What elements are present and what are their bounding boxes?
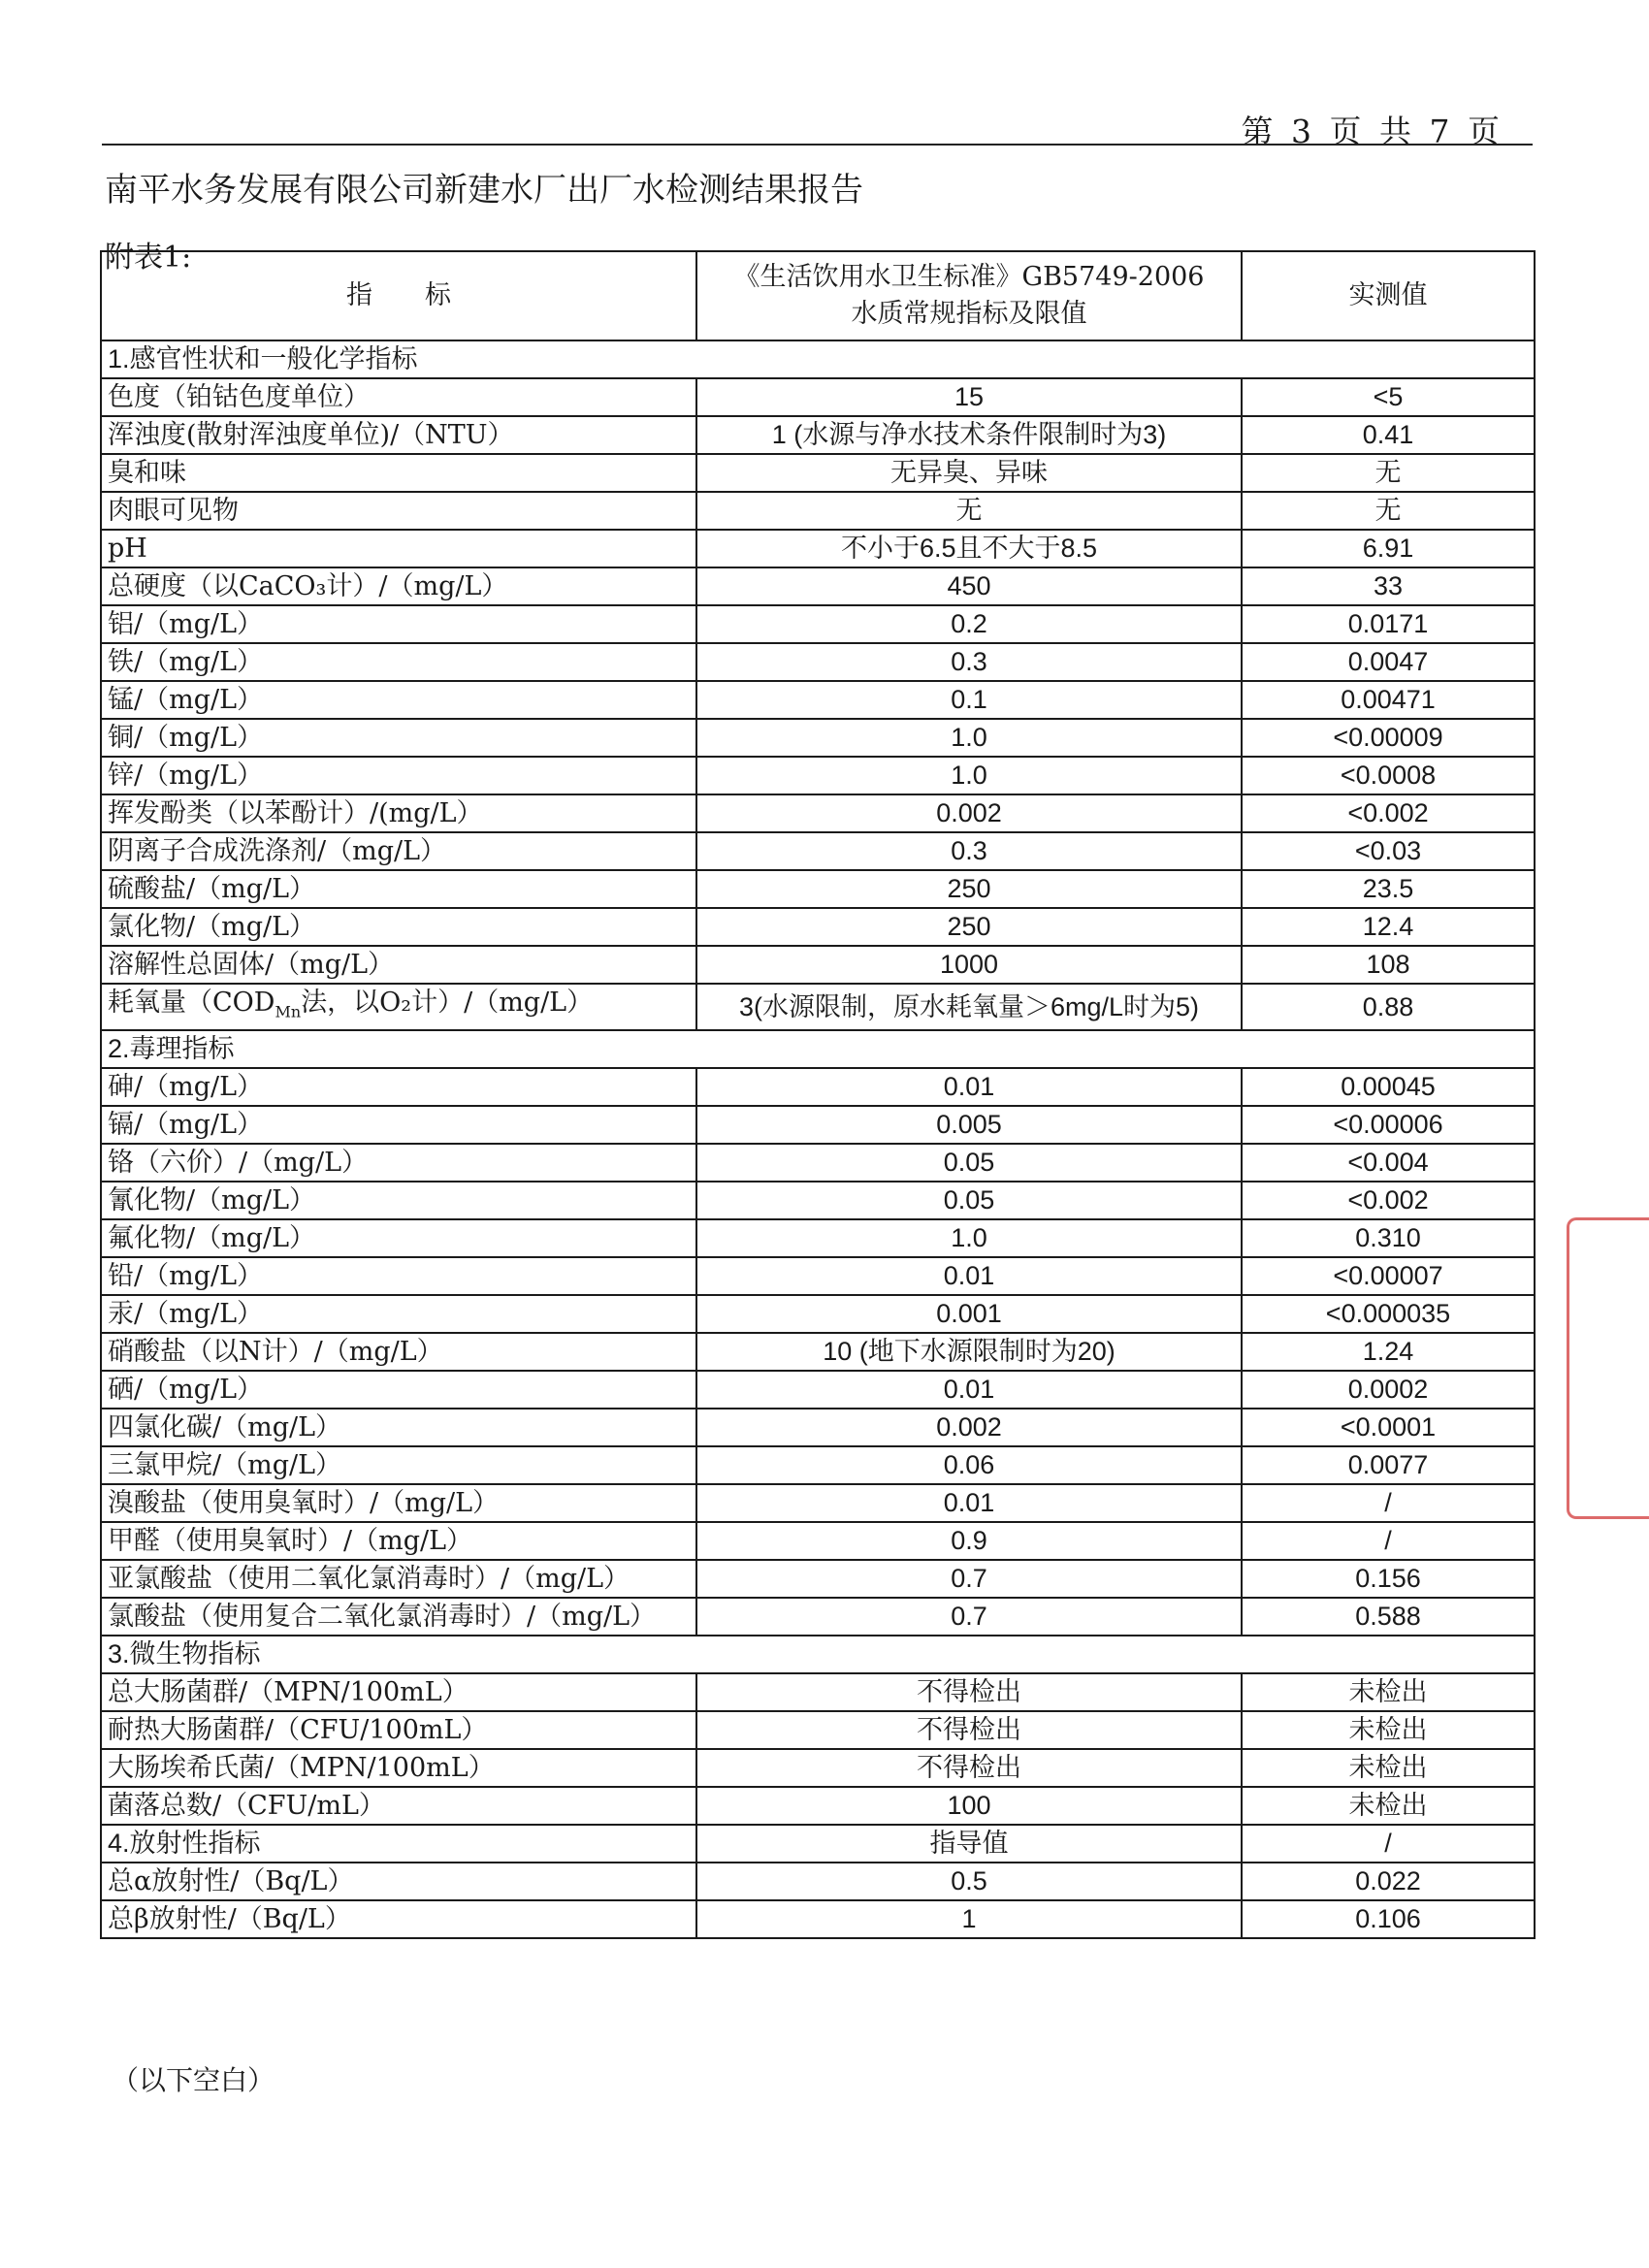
limit-value: 0.5 — [696, 1863, 1242, 1900]
section-limit: 指导值 — [696, 1825, 1242, 1863]
table-row — [101, 984, 1535, 1030]
limit-value: 不小于6.5且不大于8.5 — [696, 530, 1242, 567]
header-standard — [696, 251, 1242, 340]
limit-value: 0.01 — [696, 1371, 1242, 1409]
indicator-name: 挥发酚类（以苯酚计）/(mg/L） — [101, 794, 696, 832]
table-row — [101, 530, 1535, 567]
table-row — [101, 1484, 1535, 1522]
section-row — [101, 1825, 1535, 1863]
indicator-name: pH — [101, 530, 696, 567]
indicator-name: 溶解性总固体/（mg/L） — [101, 946, 696, 984]
indicator-name: 铜/（mg/L） — [101, 719, 696, 757]
indicator-name: 臭和味 — [101, 454, 696, 492]
measured-value: 未检出 — [1242, 1749, 1535, 1787]
measured-value: <0.00006 — [1242, 1106, 1535, 1144]
table-row — [101, 870, 1535, 908]
measured-value: / — [1242, 1522, 1535, 1560]
indicator-name: 总α放射性/（Bq/L） — [101, 1863, 696, 1900]
header-measured: 实测值 — [1242, 251, 1535, 340]
limit-value: 1 (水源与净水技术条件限制时为3) — [696, 416, 1242, 454]
indicator-name: 铅/（mg/L） — [101, 1257, 696, 1295]
table-row — [101, 1295, 1535, 1333]
measured-value: 0.156 — [1242, 1560, 1535, 1598]
indicator-name: 浑浊度(散射浑浊度单位)/（NTU） — [101, 416, 696, 454]
indicator-name: 总硬度（以CaCO₃计）/（mg/L） — [101, 567, 696, 605]
table-row — [101, 1106, 1535, 1144]
indicator-name: 亚氯酸盐（使用二氧化氯消毒时）/（mg/L） — [101, 1560, 696, 1598]
indicator-name: 耗氧量（$COD_{Mn}$法，以O₂计）/（mg/L） — [101, 984, 696, 1030]
measured-value: <0.002 — [1242, 1182, 1535, 1219]
limit-value: 450 — [696, 567, 1242, 605]
measured-value: 33 — [1242, 567, 1535, 605]
indicator-name: 硒/（mg/L） — [101, 1371, 696, 1409]
measured-value: <0.00007 — [1242, 1257, 1535, 1295]
limit-value: 0.7 — [696, 1560, 1242, 1598]
table-row — [101, 1446, 1535, 1484]
measured-value: 1.24 — [1242, 1333, 1535, 1371]
limit-value: 15 — [696, 378, 1242, 416]
indicator-name: 氯化物/（mg/L） — [101, 908, 696, 946]
section-title: 1.感官性状和一般化学指标 — [101, 340, 1535, 378]
table-row — [101, 1598, 1535, 1636]
limit-value: 1 — [696, 1900, 1242, 1938]
limit-value: 0.05 — [696, 1182, 1242, 1219]
indicator-name: 四氯化碳/（mg/L） — [101, 1409, 696, 1446]
measured-value: 23.5 — [1242, 870, 1535, 908]
table-header-row — [101, 251, 1535, 340]
table-row — [101, 1371, 1535, 1409]
limit-value: 0.002 — [696, 1409, 1242, 1446]
seal-stamp-fragment — [1567, 1217, 1649, 1519]
indicator-name: 硝酸盐（以N计）/（mg/L） — [101, 1333, 696, 1371]
limit-value: 0.01 — [696, 1257, 1242, 1295]
table-row — [101, 492, 1535, 530]
indicator-name: 总β放射性/（Bq/L） — [101, 1900, 696, 1938]
table-row — [101, 757, 1535, 794]
limit-value: 0.3 — [696, 832, 1242, 870]
indicator-name: 锌/（mg/L） — [101, 757, 696, 794]
table-row — [101, 1900, 1535, 1938]
limit-value: 10 (地下水源限制时为20) — [696, 1333, 1242, 1371]
measured-value: <5 — [1242, 378, 1535, 416]
measured-value: 0.022 — [1242, 1863, 1535, 1900]
section-value: / — [1242, 1825, 1535, 1863]
limit-value: 0.3 — [696, 643, 1242, 681]
limit-value: 0.01 — [696, 1484, 1242, 1522]
measured-value: <0.004 — [1242, 1144, 1535, 1182]
measured-value: 12.4 — [1242, 908, 1535, 946]
measured-value: <0.0001 — [1242, 1409, 1535, 1446]
table-row — [101, 1863, 1535, 1900]
table-row — [101, 605, 1535, 643]
measured-value: 0.0002 — [1242, 1371, 1535, 1409]
limit-value: 0.9 — [696, 1522, 1242, 1560]
section-row — [101, 1030, 1535, 1068]
table-row — [101, 1787, 1535, 1825]
header-rule — [102, 144, 1533, 146]
measured-value: 0.588 — [1242, 1598, 1535, 1636]
indicator-name: 耐热大肠菌群/（CFU/100mL） — [101, 1711, 696, 1749]
indicator-name: 大肠埃希氏菌/（MPN/100mL） — [101, 1749, 696, 1787]
limit-value: 无 — [696, 492, 1242, 530]
measured-value: <0.0008 — [1242, 757, 1535, 794]
limit-value: 100 — [696, 1787, 1242, 1825]
table-row — [101, 681, 1535, 719]
limit-value: 1.0 — [696, 719, 1242, 757]
measured-value: 0.41 — [1242, 416, 1535, 454]
measured-value: 无 — [1242, 492, 1535, 530]
section-title: 3.微生物指标 — [101, 1636, 1535, 1673]
limit-value: 250 — [696, 908, 1242, 946]
indicator-name: 氯酸盐（使用复合二氧化氯消毒时）/（mg/L） — [101, 1598, 696, 1636]
header-indicator: 指 标 — [101, 251, 696, 340]
indicator-name: 肉眼可见物 — [101, 492, 696, 530]
section-row — [101, 1636, 1535, 1673]
table-row — [101, 1749, 1535, 1787]
indicator-name: 铬（六价）/（mg/L） — [101, 1144, 696, 1182]
table-row — [101, 794, 1535, 832]
table-row — [101, 378, 1535, 416]
section-title: 4.放射性指标 — [101, 1825, 696, 1863]
blank-below-note: （以下空白） — [112, 2064, 275, 2096]
table-row — [101, 1333, 1535, 1371]
limit-value: 0.001 — [696, 1295, 1242, 1333]
indicator-name: 锰/（mg/L） — [101, 681, 696, 719]
report-title: 南平水务发展有限公司新建水厂出厂水检测结果报告 — [105, 171, 863, 210]
table-row — [101, 1182, 1535, 1219]
measured-value: 未检出 — [1242, 1673, 1535, 1711]
table-row — [101, 1219, 1535, 1257]
limit-value: 不得检出 — [696, 1749, 1242, 1787]
measured-value: <0.000035 — [1242, 1295, 1535, 1333]
measured-value: 108 — [1242, 946, 1535, 984]
indicator-name: 氟化物/（mg/L） — [101, 1219, 696, 1257]
indicator-name: 总大肠菌群/（MPN/100mL） — [101, 1673, 696, 1711]
measured-value: 未检出 — [1242, 1787, 1535, 1825]
indicator-name: 镉/（mg/L） — [101, 1106, 696, 1144]
measured-value: <0.002 — [1242, 794, 1535, 832]
indicator-name: 甲醛（使用臭氧时）/（mg/L） — [101, 1522, 696, 1560]
indicator-name: 铁/（mg/L） — [101, 643, 696, 681]
table-row — [101, 1257, 1535, 1295]
results-table — [100, 250, 1536, 1939]
indicator-name: 氰化物/（mg/L） — [101, 1182, 696, 1219]
measured-value: 0.00045 — [1242, 1068, 1535, 1106]
measured-value: / — [1242, 1484, 1535, 1522]
section-row — [101, 340, 1535, 378]
table-row — [101, 643, 1535, 681]
table-row — [101, 567, 1535, 605]
indicator-name: 色度（铂钴色度单位） — [101, 378, 696, 416]
measured-value: 无 — [1242, 454, 1535, 492]
limit-value: 0.06 — [696, 1446, 1242, 1484]
limit-value: 0.1 — [696, 681, 1242, 719]
table-row — [101, 946, 1535, 984]
limit-value: 0.01 — [696, 1068, 1242, 1106]
indicator-name: 溴酸盐（使用臭氧时）/（mg/L） — [101, 1484, 696, 1522]
limit-value: 无异臭、异味 — [696, 454, 1242, 492]
table-row — [101, 832, 1535, 870]
indicator-name: 砷/（mg/L） — [101, 1068, 696, 1106]
table-row — [101, 1068, 1535, 1106]
header-standard-text: 《生活饮用水卫生标准》GB5749-2006 水质常规指标及限值 — [733, 262, 1205, 329]
table-row — [101, 454, 1535, 492]
indicator-name: 阴离子合成洗涤剂/（mg/L） — [101, 832, 696, 870]
limit-value: 不得检出 — [696, 1711, 1242, 1749]
table-row — [101, 1711, 1535, 1749]
limit-value: 0.2 — [696, 605, 1242, 643]
limit-value: 1000 — [696, 946, 1242, 984]
table-body — [101, 340, 1535, 1938]
table-row — [101, 1522, 1535, 1560]
indicator-name: 三氯甲烷/（mg/L） — [101, 1446, 696, 1484]
measured-value: <0.03 — [1242, 832, 1535, 870]
indicator-name: 铝/（mg/L） — [101, 605, 696, 643]
limit-value: 0.05 — [696, 1144, 1242, 1182]
limit-value: 0.005 — [696, 1106, 1242, 1144]
table-row — [101, 1560, 1535, 1598]
indicator-name: 硫酸盐/（mg/L） — [101, 870, 696, 908]
table-row — [101, 1409, 1535, 1446]
limit-value: 0.7 — [696, 1598, 1242, 1636]
measured-value: 未检出 — [1242, 1711, 1535, 1749]
table-row — [101, 1144, 1535, 1182]
indicator-name: 菌落总数/（CFU/mL） — [101, 1787, 696, 1825]
measured-value: 0.310 — [1242, 1219, 1535, 1257]
measured-value: 6.91 — [1242, 530, 1535, 567]
measured-value: 0.0077 — [1242, 1446, 1535, 1484]
indicator-name: 汞/（mg/L） — [101, 1295, 696, 1333]
measured-value: 0.00471 — [1242, 681, 1535, 719]
measured-value: 0.106 — [1242, 1900, 1535, 1938]
measured-value: 0.0171 — [1242, 605, 1535, 643]
limit-value: 250 — [696, 870, 1242, 908]
table-row — [101, 719, 1535, 757]
section-title: 2.毒理指标 — [101, 1030, 1535, 1068]
table-row — [101, 908, 1535, 946]
limit-value: 1.0 — [696, 757, 1242, 794]
measured-value: 0.88 — [1242, 984, 1535, 1030]
limit-value: 3(水源限制，原水耗氧量＞6mg/L时为5) — [696, 984, 1242, 1030]
page-number: 第 3 页 共 7 页 — [1241, 113, 1504, 150]
appendix-label: 附表1: — [105, 241, 192, 275]
table-row — [101, 1673, 1535, 1711]
table-row — [101, 416, 1535, 454]
limit-value: 1.0 — [696, 1219, 1242, 1257]
limit-value: 0.002 — [696, 794, 1242, 832]
measured-value: <0.00009 — [1242, 719, 1535, 757]
measured-value: 0.0047 — [1242, 643, 1535, 681]
limit-value: 不得检出 — [696, 1673, 1242, 1711]
